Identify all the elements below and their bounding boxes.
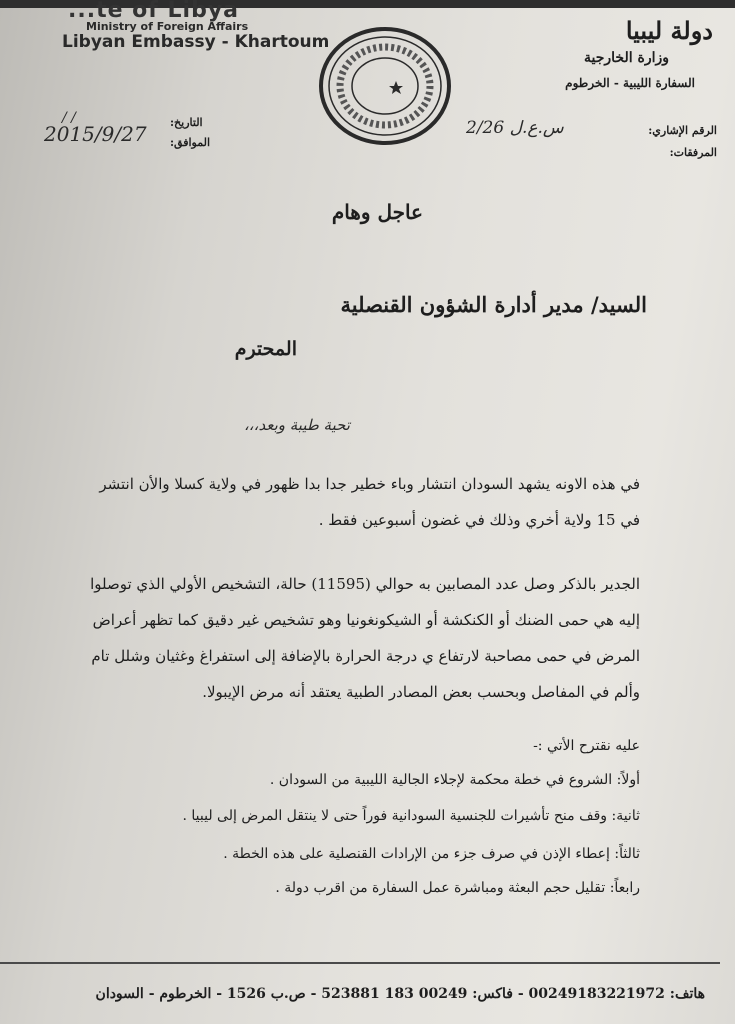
- country-name-ar: دولة ليبيا: [625, 16, 713, 45]
- greeting-line: تحية طيبة وبعد،،،: [243, 416, 350, 434]
- body-paragraph-2: الجدير بالذكر وصل عدد المصابين به حوالي (11595) حالة، التشخيص الأولي الذي توصلوا إليه هي حمى الضنك أو الكنكشة أو الشيكونغونيا وهو تشخيص غير دقيق كما تظهر أعراض المرض في حمى مصاحبة لارتفاع ي درجة الحرارة بالإضافة إلى استفراغ وغثيان وشلل تام وألم في المفاصل وبحسب بعض المصادر الطبية يعتقد أنه مرض الإيبولا.: [90, 575, 640, 701]
- embassy-name-en: Libyan Embassy - Khartoum: [62, 32, 330, 52]
- date-label: التاريخ:: [170, 116, 203, 129]
- date-value: / /: [62, 110, 76, 126]
- recipient-line: السيد/ مدير أدارة الشؤون القنصلية: [340, 292, 647, 317]
- proposal-item: ثانية: وقف منح تأشيرات للجنسية السودانية فوراً حتى لا ينتقل المرض إلى ليبيا .: [182, 808, 640, 824]
- ministry-name-en: Ministry of Foreign Affairs: [86, 20, 249, 33]
- reference-value: س.ع.ل 2/26: [466, 118, 564, 138]
- country-name-en: ...te of Libya: [68, 0, 240, 23]
- embassy-name-ar: السفارة الليبية - الخرطوم: [565, 76, 695, 90]
- proposal-intro: عليه نقترح الأتي :-: [533, 738, 640, 754]
- footer-divider: [0, 962, 720, 964]
- reference-label: الرقم الإشاري:: [648, 124, 717, 137]
- footer-contact: هاتف: 00249183221972 - فاكس: 00249 183 523881 - ص.ب 1526 - الخرطوم - السودان: [95, 986, 705, 1002]
- respected-line: المحترم: [234, 338, 297, 360]
- proposal-item: أولاً: الشروع في خطة محكمة لإجلاء الجالية الليبية من السودان .: [269, 772, 640, 788]
- attachments-label: المرفقات:: [669, 146, 717, 159]
- proposal-item: رابعاً: تقليل حجم البعثة ومباشرة عمل السفارة من اقرب دولة .: [275, 880, 640, 896]
- corresponding-date-value: 2015/9/27: [44, 122, 147, 146]
- embassy-seal-icon: [318, 26, 452, 146]
- ministry-name-ar: وزارة الخارجية: [584, 50, 669, 66]
- body-paragraph-1: في هذه الاونه يشهد السودان انتشار وباء خطير جدا بدا ظهور في ولاية كسلا والأن انتشر في 15 ولاية أخري وذلك في غضون أسبوعين فقط .: [99, 475, 640, 529]
- corresponding-date-label: الموافق:: [170, 136, 210, 149]
- urgent-heading: عاجل وهام: [331, 200, 423, 224]
- proposal-item: ثالثاً: إعطاء الإذن في صرف جزء من الإرادات القنصلية على هذه الخطة .: [223, 846, 640, 862]
